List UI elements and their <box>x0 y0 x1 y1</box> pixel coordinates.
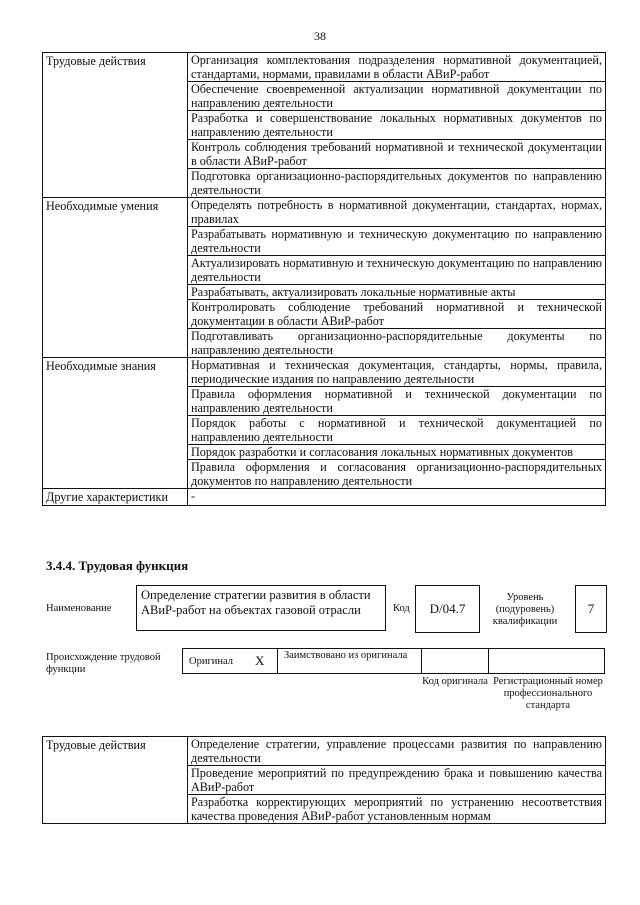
row-group-label: Необходимые умения <box>43 198 188 358</box>
row-group-label: Другие характеристики <box>43 489 188 506</box>
row-group-label: Необходимые знания <box>43 358 188 489</box>
code-label: Код <box>393 603 410 614</box>
table-cell: Подготавливать организационно-распорядительные документы по направлению деятельности <box>188 329 606 358</box>
original-mark: X <box>255 653 265 668</box>
borrowed-label: Заимствовано из оригинала <box>284 650 408 661</box>
table-cell: - <box>188 489 606 506</box>
actions-table <box>42 736 606 824</box>
row-group-label: Трудовые действия <box>43 53 188 198</box>
reg-number-label: Регистрационный номер профессионального стандарта <box>493 676 603 711</box>
reg-number-cell <box>488 648 605 674</box>
page-number: 38 <box>314 29 326 43</box>
table-cell: Обеспечение своевременной актуализации нормативной документации по направлению деятельности <box>188 82 606 111</box>
row-group-label: Трудовые действия <box>43 737 188 824</box>
origin-code-label: Код оригинала <box>422 676 488 687</box>
section-title: 3.4.4. Трудовая функция <box>46 558 189 573</box>
table-row <box>43 358 606 387</box>
table-cell: Проведение мероприятий по предупреждению брака и повышению качества АВиР-работ <box>188 766 606 795</box>
table-cell: Определять потребность в нормативной документации, стандартах, нормах, правилах <box>188 198 606 227</box>
level-label: Уровень (подуровень) квалификации <box>492 592 558 627</box>
table-cell: Контроль соблюдения требований нормативной и технической документации в области АВиР-работ <box>188 140 606 169</box>
table-cell: Разработка корректирующих мероприятий по устранению несоответствия качества проведения АВиР-работ установленным нормам <box>188 795 606 824</box>
original-label: Оригинал <box>189 656 233 667</box>
table-cell: Разрабатывать, актуализировать локальные нормативные акты <box>188 285 606 300</box>
origin-row <box>182 648 605 674</box>
function-code-box: D/04.7 <box>415 585 480 633</box>
table-cell: Актуализировать нормативную и техническую документацию по направлению деятельности <box>188 256 606 285</box>
table-cell: Разработка и совершенствование локальных нормативных документов по направлению деятельности <box>188 111 606 140</box>
table-row <box>43 198 606 227</box>
table-cell: Правила оформления и согласования организационно-распорядительных документов по направлению деятельности <box>188 460 606 489</box>
table-row <box>43 53 606 82</box>
origin-code-cell <box>421 648 489 674</box>
requirements-table <box>42 52 606 506</box>
table-cell: Правила оформления нормативной и технической документации по направлению деятельности <box>188 387 606 416</box>
origin-label: Происхождение трудовой функции <box>46 652 161 675</box>
function-name-box: Определение стратегии развития в области АВиР-работ на объектах газовой отрасли <box>136 585 386 631</box>
level-box: 7 <box>575 585 607 633</box>
table-cell: Порядок работы с нормативной и технической документацией по направлению деятельности <box>188 416 606 445</box>
table-row <box>43 489 606 506</box>
borrowed-cell <box>277 648 422 674</box>
table-row <box>43 737 606 766</box>
table-cell: Разрабатывать нормативную и техническую документацию по направлению деятельности <box>188 227 606 256</box>
table-cell: Подготовка организационно-распорядительных документов по направлению деятельности <box>188 169 606 198</box>
table-cell: Контролировать соблюдение требований нормативной и технической документации в области АВиР-работ <box>188 300 606 329</box>
name-label: Наименование <box>46 603 112 614</box>
table-cell: Организация комплектования подразделения нормативной документацией, стандартами, нормами, правилами в области АВиР-работ <box>188 53 606 82</box>
original-cell <box>182 648 278 674</box>
table-cell: Нормативная и техническая документация, стандарты, нормы, правила, периодические издания по направлению деятельности <box>188 358 606 387</box>
table-cell: Определение стратегии, управление процессами развития по направлению деятельности <box>188 737 606 766</box>
table-cell: Порядок разработки и согласования локальных нормативных документов <box>188 445 606 460</box>
